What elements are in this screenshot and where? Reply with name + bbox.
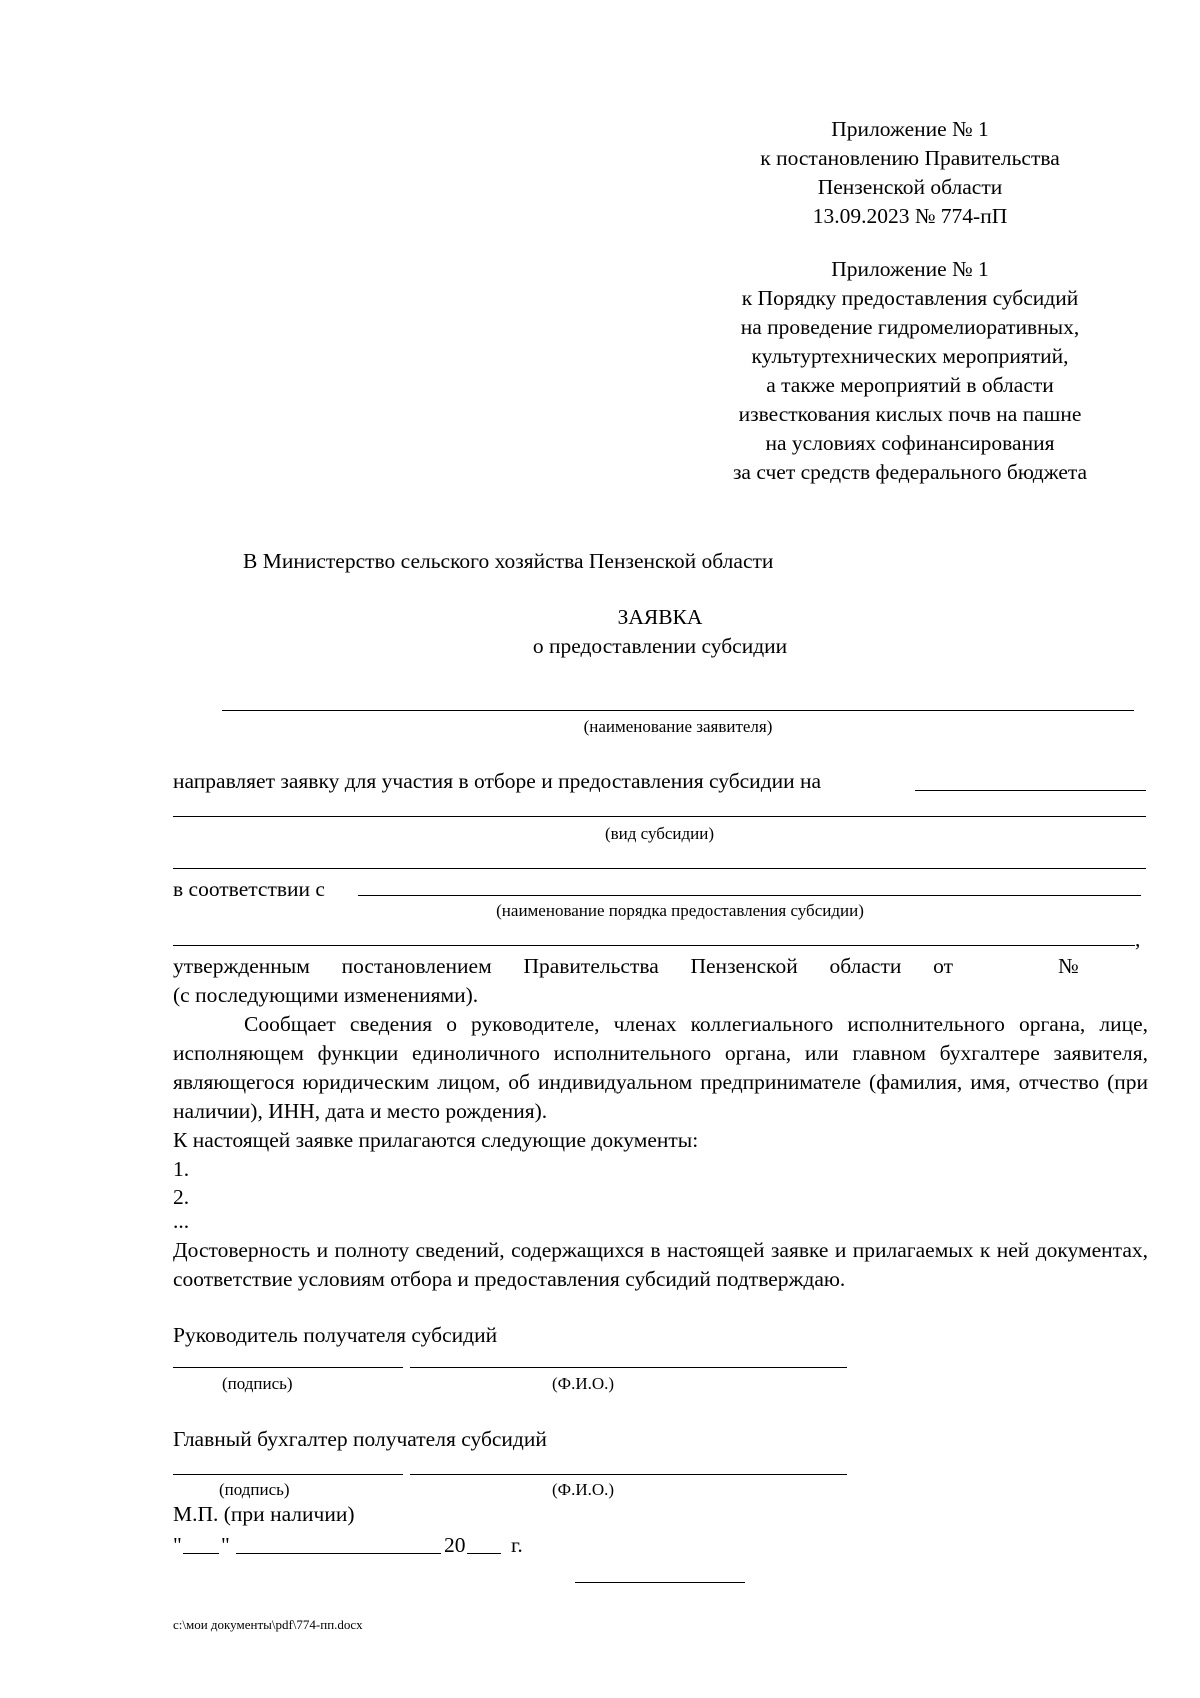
head-label: Руководитель получателя субсидий bbox=[173, 1323, 498, 1347]
procedure-extra-line[interactable] bbox=[173, 945, 1135, 946]
doc-item: 1. bbox=[173, 1157, 190, 1181]
caption-signature: (подпись) bbox=[219, 1480, 290, 1499]
appendix-1-line: к постановлению Правительства bbox=[760, 146, 1060, 170]
head-fio-line[interactable] bbox=[410, 1367, 847, 1368]
date-quote-open: " bbox=[173, 1533, 182, 1557]
doc-item: 2. bbox=[173, 1185, 190, 1209]
caption-fio: (Ф.И.О.) bbox=[552, 1480, 615, 1499]
appendix-2-line: а также мероприятий в области bbox=[766, 373, 1054, 397]
confirm-paragraph: Достоверность и полноту сведений, содержащихся в настоящей заявке и прилагаемых к ней документах, соответствие условиям отбора и предоставления субсидий подтверждаю. bbox=[173, 1238, 1148, 1291]
attached-docs-text: К настоящей заявке прилагаются следующие документы: bbox=[173, 1128, 699, 1152]
date-year-suffix: г. bbox=[511, 1533, 523, 1557]
appendix-1-header bbox=[700, 115, 1120, 231]
title: ЗАЯВКА bbox=[617, 605, 703, 629]
procedure-line[interactable] bbox=[358, 895, 1141, 896]
addressee: В Министерство сельского хозяйства Пензенской области bbox=[243, 549, 774, 573]
appendix-2-line: известкования кислых почв на пашне bbox=[738, 402, 1082, 426]
date-month-line[interactable] bbox=[236, 1553, 441, 1554]
subsidy-extra-line[interactable] bbox=[173, 868, 1146, 869]
caption-fio: (Ф.И.О.) bbox=[552, 1374, 615, 1393]
subsidy-short-line[interactable] bbox=[915, 790, 1146, 791]
applicant-name-line[interactable] bbox=[222, 710, 1134, 711]
approved-text: утвержденным постановлением Правительства Пензенской области от bbox=[173, 954, 953, 978]
accountant-fio-line[interactable] bbox=[410, 1474, 847, 1475]
doc-item: ... bbox=[173, 1209, 190, 1233]
accordance-text: в соответствии с bbox=[173, 877, 325, 901]
appendix-1-line: Приложение № 1 bbox=[831, 117, 989, 141]
caption-subsidy-type: (вид субсидии) bbox=[604, 824, 715, 843]
head-signature-line[interactable] bbox=[173, 1367, 403, 1368]
subtitle: о предоставлении субсидии bbox=[532, 634, 788, 658]
accountant-signature-line[interactable] bbox=[173, 1474, 403, 1475]
document-title bbox=[460, 603, 860, 661]
footer-path: c:\мои документы\pdf\774-пп.docx bbox=[173, 1617, 363, 1632]
number-sign: № bbox=[1058, 954, 1079, 978]
appendix-1-line: 13.09.2023 № 774-пП bbox=[812, 204, 1008, 228]
subsidy-type-line[interactable] bbox=[173, 816, 1146, 817]
appendix-2-line: культуртехнических мероприятий, bbox=[751, 344, 1069, 368]
date-year-prefix: 20 bbox=[444, 1533, 466, 1557]
appendix-2-line: на условиях софинансирования bbox=[765, 431, 1055, 455]
info-paragraph: Сообщает сведения о руководителе, членах коллегиального исполнительного органа, лице, исполняющем функции единоличного исполнительного органа, или главном бухгалтере заявителя, являющегося юридическим лицом, об индивидуальном предпринимателе (фамилия, имя, отчество (при наличии), ИНН, дата и место рождения). bbox=[173, 1012, 1148, 1123]
comma: , bbox=[1135, 927, 1141, 951]
appendix-2-line: за счет средств федерального бюджета bbox=[732, 460, 1088, 484]
send-request-text: направляет заявку для участия в отборе и предоставления субсидии на bbox=[173, 769, 822, 793]
appendix-2-header bbox=[700, 255, 1120, 487]
date-quote-close: " bbox=[221, 1533, 230, 1557]
date-year-line[interactable] bbox=[467, 1553, 501, 1554]
extra-signature-line[interactable] bbox=[575, 1582, 745, 1583]
seal-text: М.П. (при наличии) bbox=[173, 1502, 355, 1526]
caption-procedure: (наименование порядка предоставления субсидии) bbox=[496, 901, 864, 920]
appendix-2-line: на проведение гидромелиоративных, bbox=[740, 315, 1080, 339]
appendix-2-line: Приложение № 1 bbox=[831, 257, 989, 281]
appendix-2-line: к Порядку предоставления субсидий bbox=[741, 286, 1079, 310]
caption-applicant: (наименование заявителя) bbox=[583, 717, 773, 736]
date-day-line[interactable] bbox=[183, 1553, 219, 1554]
appendix-1-line: Пензенской области bbox=[817, 175, 1003, 199]
accountant-label: Главный бухгалтер получателя субсидий bbox=[173, 1427, 547, 1451]
amendments-text: (с последующими изменениями). bbox=[173, 983, 479, 1007]
caption-signature: (подпись) bbox=[222, 1374, 293, 1393]
